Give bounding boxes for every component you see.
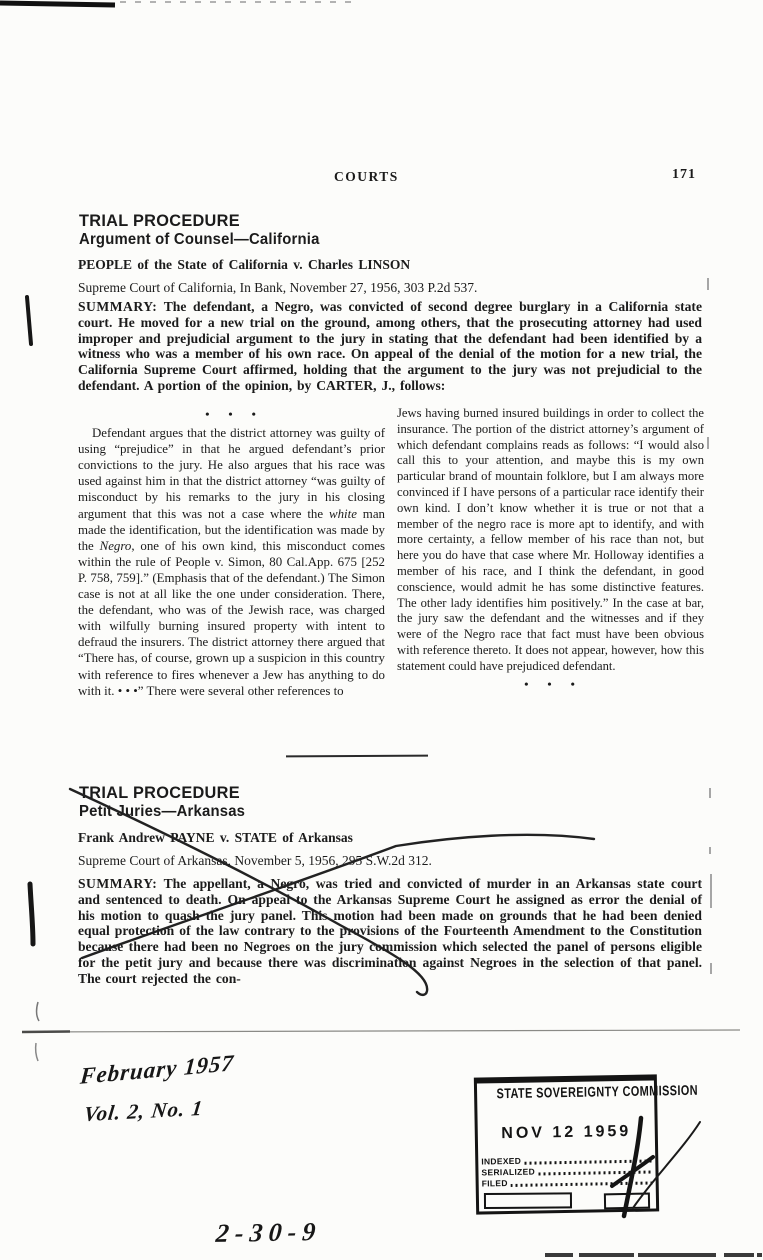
asterisk-separator-bottom: • • •	[524, 676, 577, 691]
handwritten-file-number: 2-30-9	[214, 1217, 323, 1248]
asterisk-separator-top: • • •	[205, 407, 258, 421]
stamp-agency-title: STATE SOVEREIGNTY COMMISSION	[496, 1081, 699, 1102]
stamp-field-serialized-label: SERIALIZED	[481, 1166, 536, 1178]
section1-case-title: PEOPLE of the State of California v. Charles LINSON	[78, 257, 411, 272]
section2-topic-heading: TRIAL PROCEDURE	[79, 783, 240, 802]
stamp-checkbox-right	[604, 1193, 650, 1210]
scan-artifact-top-streak	[0, 3, 115, 5]
section2-summary	[78, 876, 702, 987]
stamp-received-date: NOV 12 1959	[501, 1122, 632, 1143]
running-head: COURTS	[334, 169, 399, 184]
opinion-column-right	[397, 406, 704, 699]
stamp-field-list	[478, 1152, 656, 1188]
sovereignty-commission-stamp	[474, 1074, 699, 1214]
section2-subtopic-heading: Petit Juries—Arkansas	[79, 803, 246, 820]
stamp-field-indexed-label: INDEXED	[481, 1155, 522, 1167]
section2-citation: Supreme Court of Arkansas, November 5, 1956, 295 S.W.2d 312.	[78, 853, 432, 868]
page-number: 171	[672, 167, 696, 182]
section2-summary-text: The appellant, a Negro, was tried and convicted of murder in an Arkansas state court and sentenced to death. On appeal to the Arkansas Supreme Court he assigned as error the denial of his motion to quash the jury panel. This motion had been made on grounds that he had been denied equal protection of the law contrary to the provisions of the Fourteenth Amendment to the Constitution because there had been no Negroes on the jury commission which selected the panel of persons eligible for the petit jury and because there was discrimination against Negroes in the selection of that panel. The court rejected the con-	[78, 876, 702, 986]
dotted-leader	[511, 1181, 654, 1186]
stamp-checkboxes	[482, 1188, 655, 1211]
section1-citation: Supreme Court of California, In Bank, November 27, 1956, 303 P.2d 537.	[78, 280, 478, 295]
handwritten-issue-date: February 1957	[79, 1050, 236, 1089]
opinion-column-left	[78, 406, 385, 699]
scan-artifact-page-edge-tip	[22, 1032, 70, 1033]
stamp-checkbox-left	[484, 1192, 572, 1209]
section1-topic-heading: TRIAL PROCEDURE	[79, 211, 240, 230]
opinion-right-paragraph: Jews having burned insured buildings in order to collect the insurance. The portion of the district attorney’s argument of which defendant complains reads as follows: “I would also call this to your attention, and maybe this is my own particular brand of mountain folklore, but I am always more convinced if I have persons of a particular race identify their own kind. I don’t know whether it is true or not that a member of the negro race is more apt to identify, and with more certainty, a fellow member of his race than not, but here you do have that case where Mr. Holloway identifies a member of his race, and I think the defendant, in good conscience, would admit he has some distinctive features. The other lady identifies him positively.” In the case at bar, the jury saw the defendant and the witnesses and if they were of the Negro race that fact must have been obvious with reference thereto. It does not appear, however, how this statement could have prejudiced defendant.	[397, 406, 704, 673]
section1-summary-label: SUMMARY:	[78, 299, 158, 314]
opinion-left-paragraph: Defendant argues that the district attorney was guilty of using “prejudice” in that he argued defendant’s prior convictions to the jury. He also argues that his race was used against him in that the district attorney “was guilty of misconduct by his remarks to the jury in his closing argument that this was not a case where the white man made the identification, but the identification was made by the Negro, one of his own kind, this misconduct comes within the rule of People v. Simon, 80 Cal.App. 675 [252 P. 758, 759].” (Emphasis that of the defendant.) The Simon case is not at all like the one under consideration. There, the defendant, who was of the Jewish race, was charged with wilfully burning insured property with intent to defraud the insurers. The district attorney there argued that “There has, of course, grown up a suspicion in this country with reference to fires whenever a Jew has anything to do with it. • • •” There were several other references to	[78, 426, 385, 698]
stamp-field-filed-label: FILED	[481, 1178, 508, 1189]
margin-mark-section2	[30, 884, 33, 944]
opinion-columns	[78, 406, 704, 699]
section-divider-rule	[286, 755, 428, 758]
section2-summary-label: SUMMARY:	[78, 876, 158, 891]
margin-mark-section1	[27, 297, 31, 344]
margin-tick-1	[37, 1002, 39, 1021]
section1-subtopic-heading: Argument of Counsel—California	[79, 231, 320, 248]
section1-summary	[78, 299, 702, 394]
margin-tick-2	[36, 1043, 38, 1061]
section1-summary-text: The defendant, a Negro, was convicted of second degree burglary in a California state court. He moved for a new trial on the ground, among others, that the prosecuting attorney had used improper and prejudicial argument to the jury in stating that the defendant had been identified by a witness who was a member of his own race. On appeal of the denial of the motion for a new trial, the California Supreme Court affirmed, holding that the argument to the jury was not prejudicial to the defendant. A portion of the opinion, by CARTER, J., follows:	[78, 299, 702, 393]
scan-artifact-page-edge-line	[22, 1030, 740, 1032]
handwritten-volume: Vol. 2, No. 1	[82, 1095, 205, 1127]
section2-case-title: Frank Andrew PAYNE v. STATE of Arkansas	[78, 830, 353, 845]
scan-edge-dashes	[708, 278, 711, 974]
